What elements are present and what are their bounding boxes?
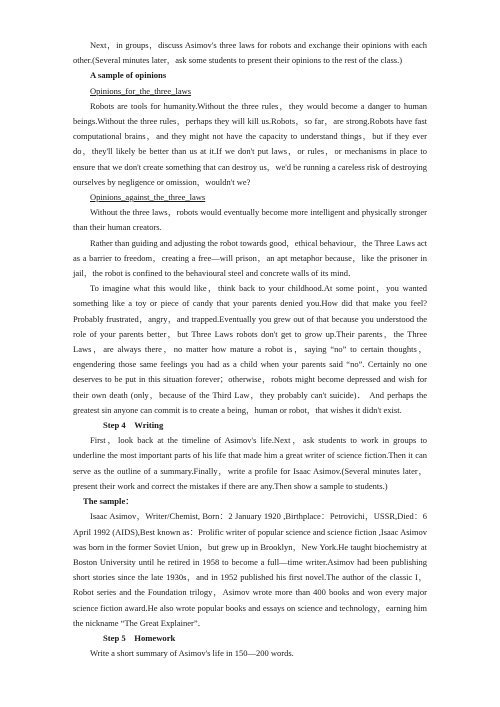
step4-heading: Step 4 Writing	[103, 420, 164, 431]
step5-heading: Step 5 Homework	[103, 632, 176, 643]
page-end	[73, 661, 427, 662]
opinions-for-heading: Opinions_for_the_three_laws	[90, 85, 192, 96]
sample-paragraph: Isaac Asimov，Writer/Chemist, Born：2 January 1920 ,Birthplace：Petrovichi，USSR,Died：6 April 1992 (AIDS),Best known as：Prolific writer of popular science and science fiction ,Isaac Asimov was born in the former Soviet Union，but grew up in Brooklyn，New York.He taught biochemistry at Boston University until he retired in 1958 to become a full—time writer.Asimov had been publishing short stories since the late 1930s，and in 1952 published his first novel.The author of the classic I，Robot series and the Foundation trilogy，Asimov wrote more than 400 books and won every major science fiction award.He also wrote popular books and essays on science and technology，earning him the nickname “The Great Explainer”．	[73, 511, 427, 628]
opinions-against-paragraph-1: Without the three laws，robots would eventually become more intelligent and physically stronger than their human creators.	[73, 207, 427, 233]
intro-paragraph: Next，in groups，discuss Asimov's three laws for robots and exchange their opinions with each other.(Several minutes later，ask some students to present their opinions to the rest of the class.)	[73, 40, 427, 66]
opinions-against-paragraph-3: To imagine what this would like，think back to your childhood.At some point，you wanted something like a toy or piece of candy that your parents denied you.How did that make you feel? Probably frustrated，angry，and trapped.Eventually you grew out of that because you understood the role of your parents better，but Three Laws robots don't get to grow up.Their parents，the Three Laws，are always there，no matter how mature a robot is，saying “no” to certain thoughts，engendering those same feelings you had as a child when your parents said “no”. Certainly no one deserves to be put in this situation forever；otherwise，robots might become depressed and wish for their own death (only，because of the Third Law，they probably can't suicide)． And perhaps the greatest sin anyone can commit is to create a being，human or robot，that wishes it didn't exist.	[73, 283, 427, 415]
step4-paragraph: First，look back at the timeline of Asimov's life.Next，ask students to work in groups to underline the most important parts of his life that made him a great writer of science fiction.Then it can serve as the outline of a summary.Finally，write a profile for Isaac Asimov.(Several minutes later，present their work and correct the mistakes if there are any.Then show a sample to students.)	[73, 435, 427, 491]
step5-paragraph: Write a short summary of Asimov's life in 150—200 words.	[90, 648, 294, 659]
sample-opinions-heading: A sample of opinions	[90, 70, 167, 81]
opinions-against-heading: Opinions_against_the_three_laws	[90, 192, 206, 203]
opinions-against-paragraph-2: Rather than guiding and adjusting the robot towards good，ethical behaviour，the Three Laws act as a barrier to freedom，creating a free—will prison，an apt metaphor because，like the prisoner in jail，the robot is confined to the behavioural steel and concrete walls of its mind．	[73, 237, 427, 279]
sample-label: The sample：	[83, 496, 134, 507]
opinions-for-paragraph: Robots are tools for humanity.Without the three rules，they would become a danger to human beings.Without the three rules，perhaps they will kill us.Robots，so far，are strong.Robots have fast computational brains，and they might not have the capacity to understand things，but if they ever do，they'll likely be better than us at it.If we don't put laws，or rules，or mechanisms in place to ensure that we don't create something that can destroy us，we'd be running a careless risk of destroying ourselves by negligence or omission，wouldn't we?	[73, 100, 427, 187]
